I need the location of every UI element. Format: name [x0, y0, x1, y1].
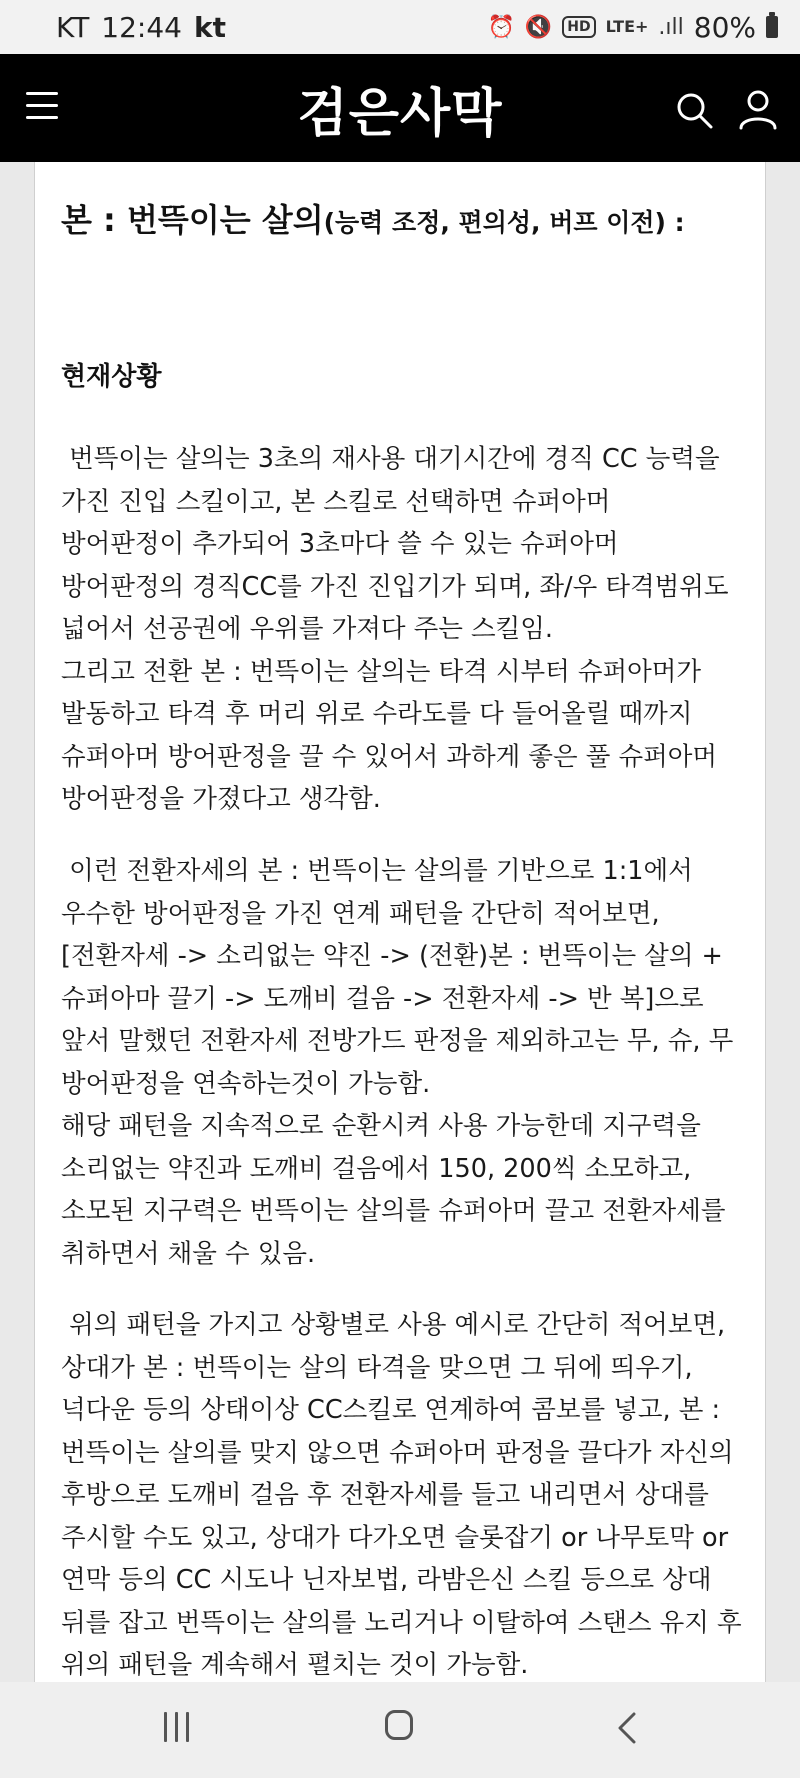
status-bar — [0, 0, 800, 54]
paragraph-line: 취하면서 채울 수 있음. — [61, 1238, 316, 1269]
alarm-icon: ⏰ — [487, 14, 515, 40]
recent-apps-icon[interactable] — [162, 1712, 192, 1746]
paragraph-1 — [61, 438, 751, 821]
paragraph-line: 이런 전환자세의 본 : 번뜩이는 살의를 기반으로 1:1에서 — [61, 856, 693, 886]
paragraph-line: 소리없는 약진과 도깨비 걸음에서 150, 200씩 소모하고, — [61, 1153, 692, 1184]
status-left — [56, 11, 226, 44]
hd-voice-icon: HD — [562, 16, 595, 38]
menu-icon[interactable] — [26, 92, 58, 120]
paragraph-line: 소모된 지구력은 번뜩이는 살의를 슈퍼아머 끌고 전환자세를 — [61, 1196, 726, 1226]
paragraph-line: 앞서 말했던 전환자세 전방가드 판정을 제외하고는 무, 슈, 무 — [61, 1026, 734, 1056]
mute-icon: 🔇 — [524, 14, 553, 40]
clock: 12:44 — [101, 10, 182, 44]
paragraph-line: 발동하고 타격 후 머리 위로 수라도를 다 들어올릴 때까지 — [61, 699, 693, 729]
battery-percent: 80% — [693, 10, 756, 44]
carrier-logo: kt — [194, 10, 227, 44]
paragraph-line: 방어판정이 추가되어 3초마다 쓸 수 있는 슈퍼아머 — [61, 529, 619, 559]
paragraph-line: 해당 패턴을 지속적으로 순환시켜 사용 가능한데 지구력을 — [61, 1111, 701, 1141]
paragraph-line: 방어판정의 경직CC를 가진 진입기가 되며, 좌/우 타격범위도 — [61, 571, 729, 602]
paragraph-line: 후방으로 도깨비 걸음 후 전환자세를 들고 내리면서 상대를 — [61, 1480, 709, 1510]
paragraph-line: 우수한 방어판정을 가진 연계 패턴을 간단히 적어보면, — [61, 898, 660, 929]
paragraph-line: 넉다운 등의 상태이상 CC스킬로 연계하여 콤보를 넣고, 본 : — [61, 1395, 721, 1425]
site-logo[interactable]: 검은사막 — [297, 83, 503, 144]
title-sub: (능력 조정, 편의성, 버프 이전) : — [323, 208, 685, 237]
paragraph-line: 슈퍼아머 방어판정을 끌 수 있어서 과하게 좋은 풀 슈퍼아머 — [61, 741, 718, 772]
status-right — [487, 11, 778, 44]
lte-icon: LTE+ — [605, 17, 649, 36]
carrier-name: KT — [56, 10, 90, 44]
title-main: 본 : 번뜩이는 살의 — [61, 201, 324, 239]
paragraph-line: 주시할 수도 있고, 상대가 다가오면 슬롯잡기 or 나무토막 or — [61, 1522, 729, 1553]
paragraph-line: 그리고 전환 본 : 번뜩이는 살의는 타격 시부터 슈퍼아머가 — [61, 656, 701, 687]
home-icon[interactable] — [385, 1710, 413, 1740]
paragraph-2 — [61, 850, 751, 1275]
system-navbar — [0, 1682, 800, 1778]
signal-icon: .ıll — [658, 14, 684, 40]
article-title — [61, 198, 745, 245]
paragraph-3 — [61, 1304, 751, 1682]
paragraph-line: 위의 패턴을 계속해서 펼치는 것이 가능함. — [61, 1650, 529, 1680]
article-body — [34, 162, 766, 1682]
battery-icon — [766, 16, 778, 38]
paragraph-line: 뒤를 잡고 번뜩이는 살의를 노리거나 이탈하여 스탠스 유지 후 — [61, 1607, 742, 1638]
section-heading: 현재상황 — [61, 362, 162, 392]
paragraph-line: 방어판정을 가졌다고 생각함. — [61, 784, 381, 814]
back-icon[interactable] — [612, 1710, 642, 1746]
paragraph-line: 번뜩이는 살의는 3초의 재사용 대기시간에 경직 CC 능력을 — [61, 444, 720, 474]
paragraph-line: 연막 등의 CC 시도나 닌자보법, 라밤은신 스킬 등으로 상대 — [61, 1565, 712, 1595]
paragraph-line: 번뜩이는 살의를 맞지 않으면 슈퍼아머 판정을 끌다가 자신의 — [61, 1437, 734, 1468]
paragraph-line: 넓어서 선공권에 우위를 가져다 주는 스킬임. — [61, 614, 554, 644]
user-icon[interactable] — [738, 88, 778, 130]
paragraph-line: [전환자세 -> 소리없는 약진 -> (전환)본 : 번뜩이는 살의 + — [61, 941, 723, 971]
paragraph-line: 위의 패턴을 가지고 상황별로 사용 예시로 간단히 적어보면, — [61, 1310, 726, 1340]
site-header — [0, 54, 800, 162]
search-icon[interactable] — [674, 90, 714, 130]
paragraph-line: 상대가 본 : 번뜩이는 살의 타격을 맞으면 그 뒤에 띄우기, — [61, 1352, 693, 1383]
paragraph-line: 방어판정을 연속하는것이 가능함. — [61, 1068, 431, 1099]
paragraph-line: 슈퍼아마 끌기 -> 도깨비 걸음 -> 전환자세 -> 반 복]으로 — [61, 983, 704, 1014]
paragraph-line: 가진 진입 스킬이고, 본 스킬로 선택하면 슈퍼아머 — [61, 486, 611, 517]
